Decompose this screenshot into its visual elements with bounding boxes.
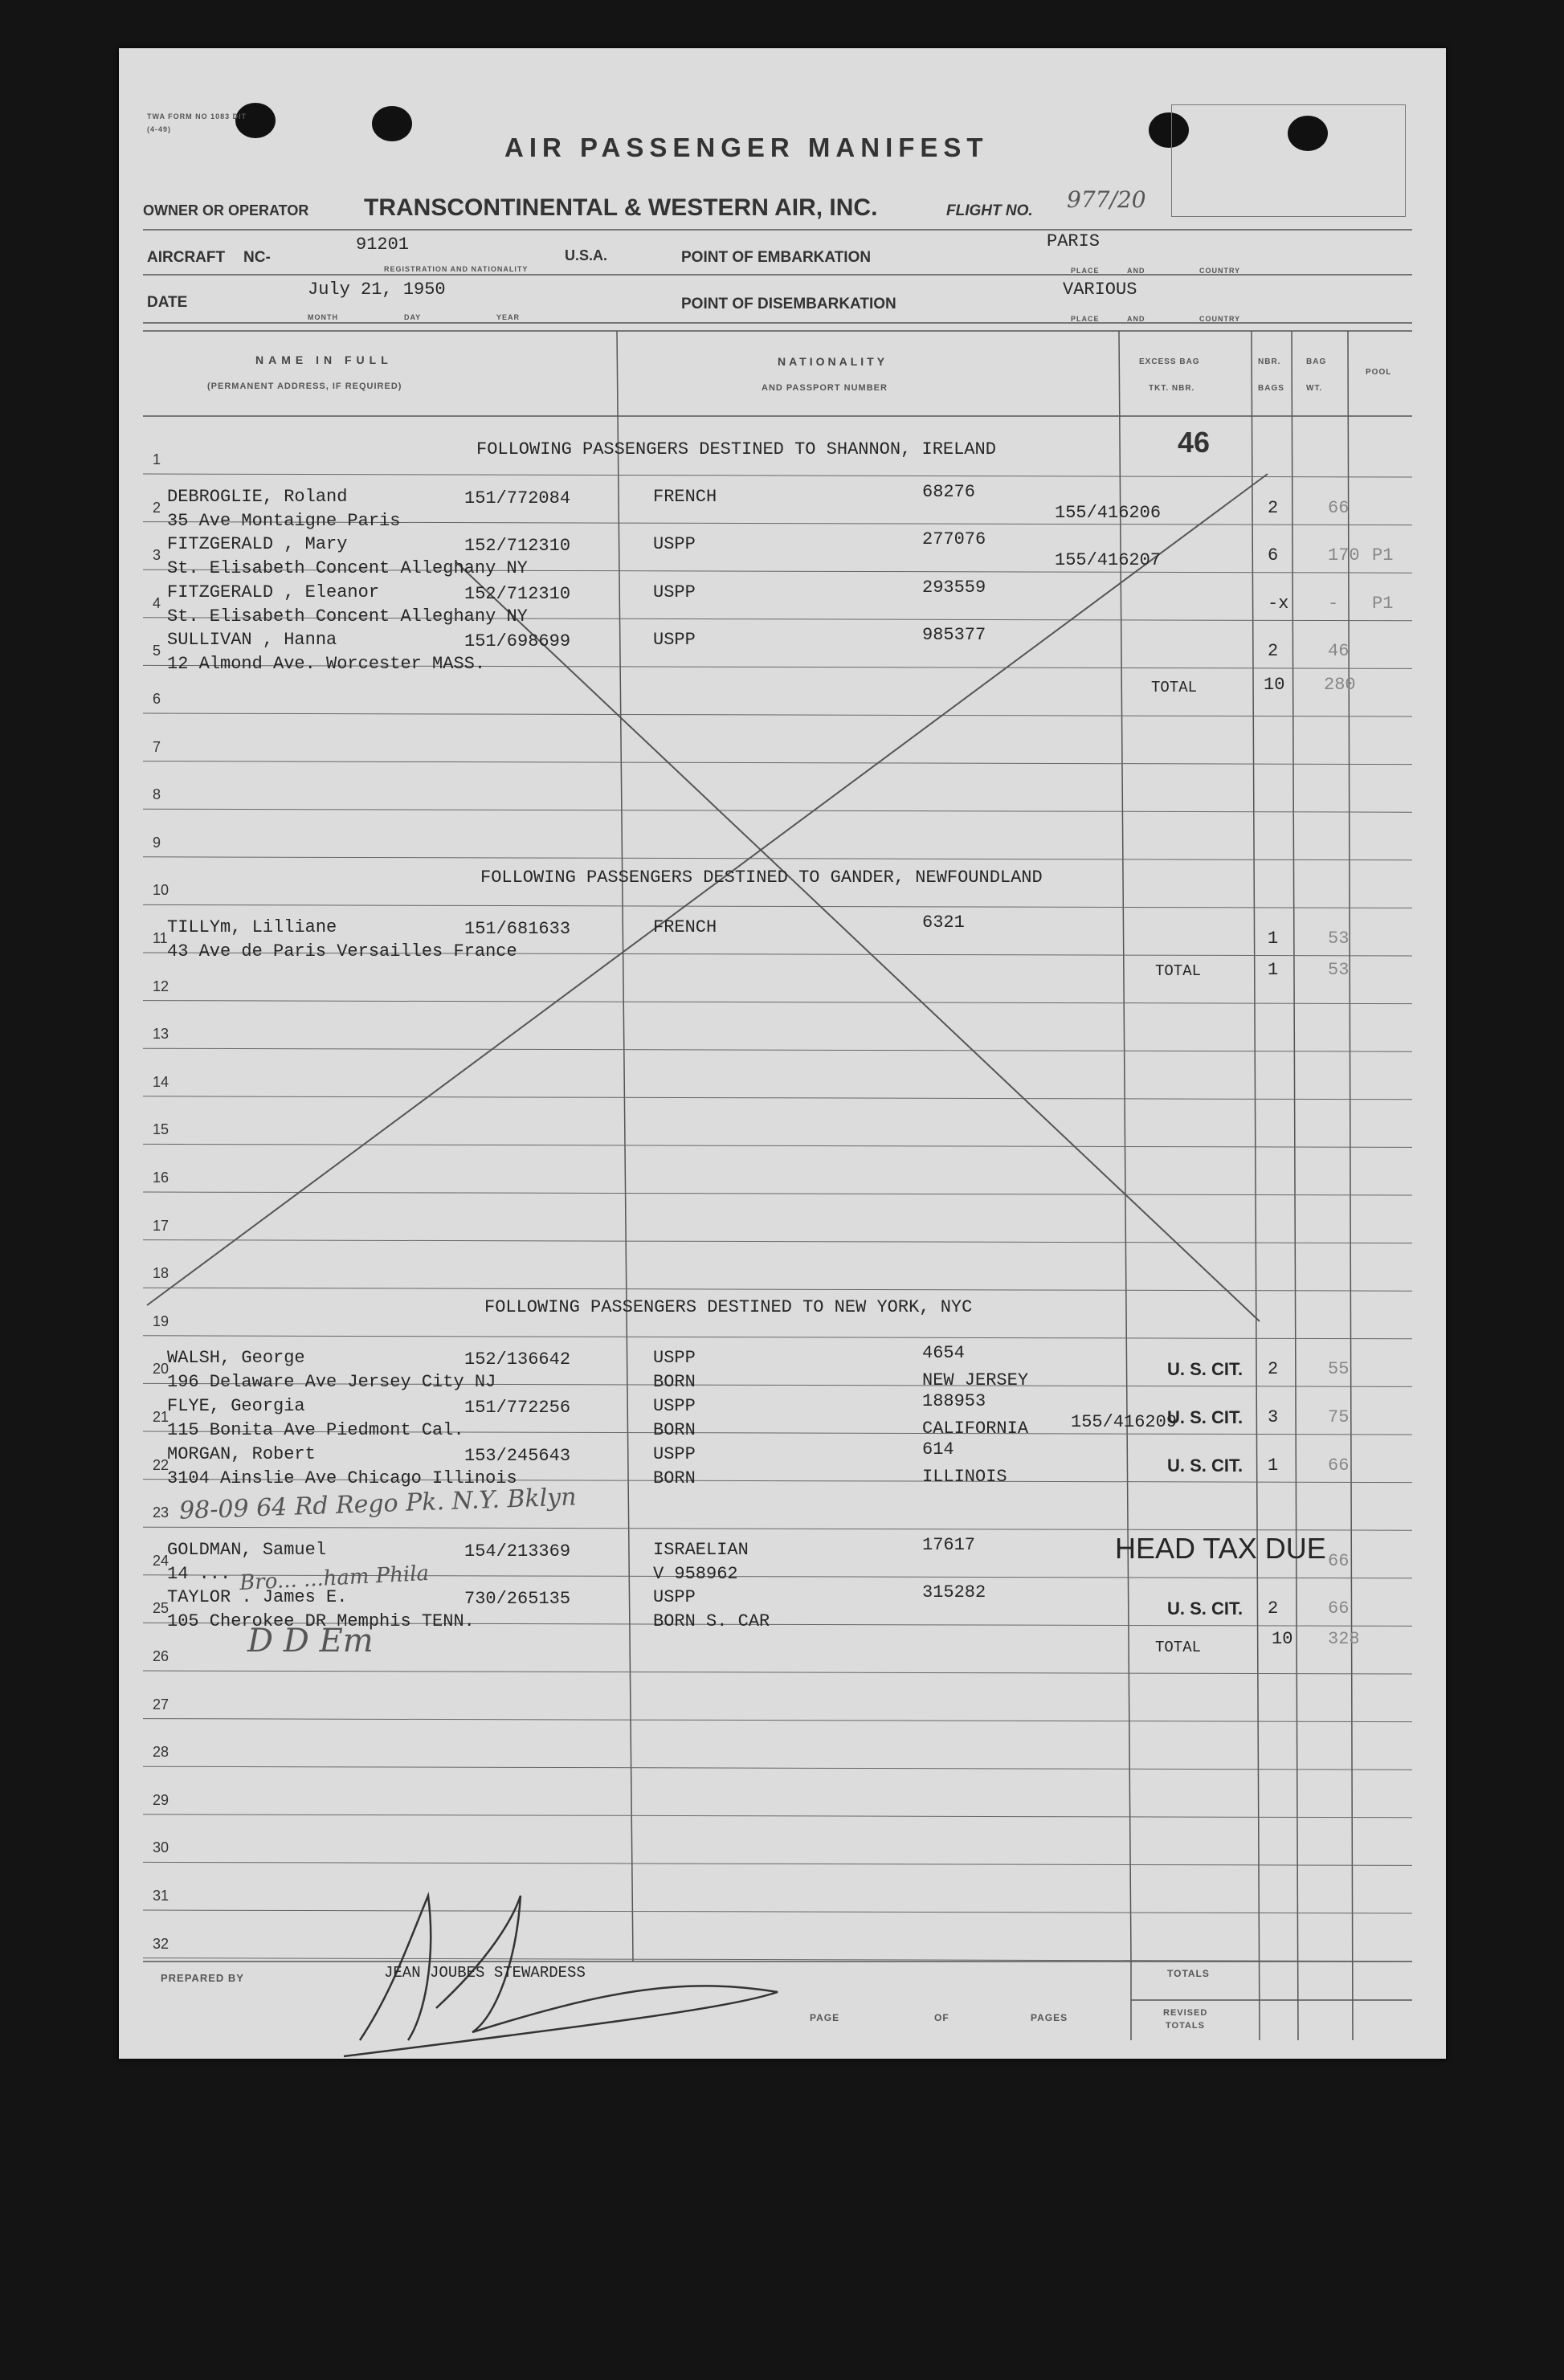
line-number: 31 (153, 1888, 169, 1904)
passenger-name: GOLDMAN, Samuel (167, 1539, 327, 1560)
row-line (143, 1671, 1412, 1674)
passenger-nationality: USPP (653, 1443, 696, 1464)
passenger-passport: 277076 (922, 529, 986, 550)
line-number: 29 (153, 1791, 169, 1808)
revised-totals-label: TOTALS (1166, 2021, 1205, 2031)
row-line (143, 1336, 1412, 1339)
total-bags: 10 (1264, 675, 1285, 695)
line-number: 19 (153, 1312, 169, 1329)
aircraft-prefix: NC- (243, 249, 271, 266)
pool-code: P1 (1372, 593, 1394, 614)
row-line (143, 1910, 1412, 1913)
line-number: 12 (153, 978, 169, 994)
passenger-nationality: USPP (653, 1348, 696, 1369)
bag-weight: 53 (1328, 929, 1350, 949)
bag-weight: 75 (1328, 1407, 1350, 1427)
form-revision: (4-49) (147, 125, 172, 133)
passenger-passport: 985377 (922, 625, 986, 646)
us-citizen-stamp: U. S. CIT. (1167, 1359, 1243, 1380)
handwritten-initials: D D Em (247, 1623, 374, 1659)
revised-label: REVISED (1163, 2008, 1208, 2018)
passenger-ticket: 730/265135 (464, 1589, 571, 1610)
excess-bag-ticket: 155/416209 (1071, 1412, 1178, 1432)
col-bag-sub: WT. (1306, 384, 1323, 393)
passenger-passport: 293559 (922, 577, 986, 598)
total-bags: 10 (1272, 1629, 1293, 1649)
passenger-passport: 188953 (922, 1391, 986, 1411)
excess-bag-ticket: 155/416207 (1055, 550, 1162, 571)
passenger-passport: 17617 (922, 1534, 976, 1555)
passenger-address: 196 Delaware Ave Jersey City NJ (167, 1372, 496, 1393)
line-number: 5 (153, 643, 161, 659)
row-line (143, 761, 1412, 765)
bag-count: 3 (1268, 1407, 1279, 1427)
passenger-nationality: ISRAELIAN (653, 1539, 749, 1560)
passenger-nationality: USPP (653, 582, 696, 602)
row-line (143, 1144, 1412, 1147)
total-label: TOTAL (1155, 962, 1202, 980)
bag-count: 2 (1268, 497, 1279, 518)
row-line (143, 904, 1412, 908)
col-name-header: NAME IN FULL (255, 353, 393, 366)
row-line (143, 1815, 1412, 1818)
passenger-address: 12 Almond Ave. Worcester MASS. (167, 654, 486, 675)
owner-label: OWNER OR OPERATOR (143, 202, 309, 218)
passenger-nationality-detail: BORN (653, 1372, 696, 1393)
prepared-by-label: PREPARED BY (161, 1972, 244, 1984)
bag-count: 2 (1268, 1598, 1279, 1619)
passenger-passport: 614 (922, 1439, 954, 1459)
passenger-passport: 4654 (922, 1343, 965, 1364)
aircraft-sub: REGISTRATION AND NATIONALITY (384, 265, 529, 273)
passenger-ticket: 151/772256 (464, 1398, 571, 1418)
passenger-nationality-detail: BORN (653, 1420, 696, 1440)
line-number: 17 (153, 1217, 169, 1234)
page-label: PAGE (810, 2012, 840, 2023)
total-weight: 280 (1324, 675, 1356, 695)
line-number: 6 (153, 691, 161, 707)
excess-bag-ticket: 155/416206 (1055, 502, 1162, 523)
line-number: 15 (153, 1121, 169, 1138)
line-number: 23 (153, 1504, 169, 1521)
head-tax-stamp: HEAD TAX DUE (1115, 1531, 1326, 1565)
passenger-nationality-detail: BORN S. CAR (653, 1611, 770, 1632)
bag-weight: 55 (1328, 1359, 1350, 1380)
bag-weight: 66 (1328, 1455, 1350, 1476)
passenger-birthplace: NEW JERSEY (922, 1370, 1029, 1391)
passenger-birthplace: ILLINOIS (922, 1466, 1007, 1487)
line-number: 11 (153, 930, 168, 946)
passenger-ticket: 151/681633 (464, 919, 571, 939)
row-line (143, 809, 1412, 812)
handwritten-address: 98-09 64 Rd Rego Pk. N.Y. Bklyn (178, 1483, 578, 1525)
preparer-name: JEAN JOUBES STEWARDESS (384, 1964, 586, 1982)
flight-label: FLIGHT NO. (946, 202, 1033, 219)
line-number: 25 (153, 1600, 169, 1617)
section-gander: FOLLOWING PASSENGERS DESTINED TO GANDER, NEWFOUNDLAND (480, 867, 1043, 888)
us-citizen-stamp: U. S. CIT. (1167, 1455, 1243, 1476)
line-number: 28 (153, 1744, 169, 1761)
section-shannon: FOLLOWING PASSENGERS DESTINED TO SHANNON, IRELAND (476, 439, 996, 459)
passenger-ticket: 151/772084 (464, 488, 571, 508)
row-line (143, 857, 1412, 860)
disembarkation-label: POINT OF DISEMBARKATION (681, 296, 896, 312)
passenger-name: DEBROGLIE, Roland (167, 486, 348, 507)
line-number: 14 (153, 1073, 169, 1090)
bag-count: 6 (1268, 545, 1279, 566)
line-number: 24 (153, 1552, 169, 1569)
line-number: 16 (153, 1170, 169, 1186)
date-label: DATE (147, 294, 188, 311)
bag-count: 2 (1268, 641, 1279, 662)
row-line (143, 1958, 1412, 1962)
passenger-nationality-detail: V 958962 (653, 1563, 738, 1584)
embarkation-label: POINT OF EMBARKATION (681, 249, 872, 266)
embarkation-value: PARIS (1047, 231, 1101, 251)
row-line (143, 1719, 1412, 1722)
page-title: AIR PASSENGER MANIFEST (504, 133, 989, 162)
date-value: July 21, 1950 (308, 280, 446, 300)
totals-label: TOTALS (1167, 1968, 1210, 1979)
bag-count: -x (1268, 593, 1289, 614)
passenger-nationality: USPP (653, 1587, 696, 1608)
passenger-ticket: 154/213369 (464, 1541, 571, 1561)
line-number: 3 (153, 547, 161, 564)
form-grid (119, 48, 1446, 2059)
passenger-nationality: USPP (653, 630, 696, 651)
passenger-nationality: USPP (653, 534, 696, 555)
col-nationality-sub: AND PASSPORT NUMBER (762, 383, 888, 393)
passenger-name: TAYLOR . James E. (167, 1587, 348, 1608)
aircraft-label: AIRCRAFT (147, 249, 226, 266)
us-citizen-stamp: U. S. CIT. (1167, 1598, 1243, 1619)
line-number: 26 (153, 1648, 169, 1664)
col-nbr-sub: BAGS (1258, 384, 1284, 393)
passenger-address: St. Elisabeth Concent Alleghany NY (167, 606, 528, 627)
passenger-name: FITZGERALD , Mary (167, 534, 348, 555)
bag-count: 1 (1268, 929, 1279, 949)
passenger-name: MORGAN, Robert (167, 1443, 316, 1464)
total-weight: 53 (1328, 960, 1350, 980)
row-line (143, 1527, 1412, 1530)
line-number: 8 (153, 786, 161, 803)
passenger-nationality: FRENCH (653, 917, 717, 937)
bag-weight: 46 (1328, 641, 1350, 662)
passenger-passport: 315282 (922, 1582, 986, 1603)
row-line (143, 1096, 1412, 1100)
form-number: TWA FORM NO 1083 DIT (147, 112, 247, 120)
col-name-sub: (PERMANENT ADDRESS, IF REQUIRED) (207, 382, 402, 391)
passenger-name: TILLYm, Lilliane (167, 917, 337, 937)
line-number: 20 (153, 1361, 169, 1378)
col-bag-header: BAG (1306, 357, 1327, 366)
section-newyork: FOLLOWING PASSENGERS DESTINED TO NEW YORK, NYC (484, 1297, 973, 1317)
bag-count: 1 (1268, 1455, 1279, 1476)
line-number: 9 (153, 834, 161, 851)
row-line (143, 474, 1412, 477)
total-label: TOTAL (1155, 1639, 1202, 1656)
col-excess-header: EXCESS BAG (1139, 357, 1200, 366)
row-line (143, 1240, 1412, 1243)
place-sub: PLACE (1071, 267, 1100, 275)
line-number: 1 (153, 451, 161, 467)
row-line (143, 713, 1412, 716)
of-label: OF (934, 2012, 949, 2023)
passenger-address: 105 Cherokee DR Memphis TENN. (167, 1611, 475, 1632)
passenger-name: WALSH, George (167, 1348, 305, 1369)
line-number: 10 (153, 882, 169, 899)
handwritten-note: Bro... ...ham Phila (239, 1561, 430, 1596)
line-number: 21 (153, 1409, 169, 1425)
passenger-ticket: 152/136642 (464, 1349, 571, 1370)
passenger-nationality: FRENCH (653, 486, 717, 507)
aircraft-country: U.S.A. (565, 247, 608, 263)
passenger-nationality: USPP (653, 1396, 696, 1416)
bag-weight: 66 (1328, 497, 1350, 518)
col-nbr-header: NBR. (1258, 357, 1281, 366)
total-bags: 1 (1268, 960, 1279, 980)
pool-code: P1 (1372, 545, 1394, 566)
row-line (143, 1001, 1412, 1004)
passenger-name: SULLIVAN , Hanna (167, 630, 337, 651)
col-nationality-header: NATIONALITY (778, 355, 888, 368)
us-citizen-stamp: U. S. CIT. (1167, 1407, 1243, 1427)
passenger-birthplace: CALIFORNIA (922, 1419, 1029, 1439)
passenger-address: 3104 Ainslie Ave Chicago Illinois (167, 1468, 517, 1488)
bag-count: 2 (1268, 1359, 1279, 1380)
row-line (143, 1048, 1412, 1051)
row-line (143, 1288, 1412, 1291)
pages-label: PAGES (1031, 2012, 1068, 2023)
passenger-address: 35 Ave Montaigne Paris (167, 510, 401, 531)
bag-weight: 66 (1328, 1598, 1350, 1619)
passenger-ticket: 151/698699 (464, 631, 571, 652)
passenger-nationality-detail: BORN (653, 1468, 696, 1488)
line-number: 32 (153, 1935, 169, 1952)
row-line (143, 1766, 1412, 1770)
bag-weight: 170 (1328, 545, 1360, 566)
line-number: 4 (153, 594, 161, 611)
row-line (143, 1862, 1412, 1865)
line-number: 18 (153, 1265, 169, 1282)
line-number: 2 (153, 499, 161, 516)
flight-number: 977/20 (1067, 186, 1146, 213)
owner-name: TRANSCONTINENTAL & WESTERN AIR, INC. (364, 194, 878, 221)
bag-weight: - (1328, 593, 1339, 614)
bag-weight: 66 (1328, 1550, 1350, 1571)
aircraft-number: 91201 (356, 235, 410, 255)
passenger-ticket: 152/712310 (464, 583, 571, 604)
line-number: 30 (153, 1839, 169, 1856)
line-number: 7 (153, 738, 161, 755)
col-pool-header: POOL (1366, 368, 1392, 377)
line-number: 13 (153, 1026, 169, 1043)
passenger-passport: 68276 (922, 481, 976, 502)
disembarkation-value: VARIOUS (1063, 280, 1137, 300)
passenger-name: FLYE, Georgia (167, 1396, 305, 1416)
passenger-ticket: 152/712310 (464, 536, 571, 557)
manifest-page: TWA FORM NO 1083 DIT (4-49) AIR PASSENGER MANIFEST OWNER OR OPERATOR TRANSCONTINENTAL & WESTERN AIR, INC. FLIGHT NO. 977/20 AIRCRAFT NC- 91201 U.S.A. REGISTRATION AND NATIONALITY POINT OF EMBARKATION PARIS PLACE AND COUNTRY DATE July 21, 1950 MONTH DAY YEAR POINT OF DISEMBARKATION VARIOUS PLACE AND COUNTRY NAME IN FULL (PERMANENT ADDRESS, IF REQUIRED) NATIONALITY AND PASSPORT NUMBER EXCESS BAG TKT. NBR. NBR. BAGS BAG WT. POOL 1 2 3 4 5 6 7 8 9 10 11 12 13 14 15 16 17 18 19 20 21 22 23 24 25 26 27 28 29 30 31 32 FOLLOWING PASSENGERS DESTINED TO SHANNON, IRELAND 46 FOLLOWING PASSENGERS DESTINED TO GANDER, NEWFOUNDLAND FOLLOWING PASSENGERS DESTINED TO NEW YORK, NYC DEBROGLIE, Roland 35 Ave Montaigne Paris 151/772084 FRENCH 68276 155/416206 2 66 FITZGERALD , Mary St. Elisabeth Concent Alleghany NY 152/712310 USPP 277076 155/416207 6 170 P1 FITZGERALD , Eleanor St. Elisabeth Concent Alleghany NY 152/712310 USPP 293559 -x - P1 SULLIVAN , Hanna 12 Almond Ave. Worcester MASS. 151/698699 USPP 985377 2 46 TILLYm, Lilliane 43 Ave de Paris Versailles France 151/681633 FRENCH 6321 1 53 WALSH, George 196 Delaware Ave Jersey City NJ 152/136642 USPP BORN 4654 NEW JERSEY U. S. CIT. 2 55 FLYE, Georgia 115 Bonita Ave Piedmont Cal. 151/772256 USPP BORN 188953 CALIFORNIA U. S. CIT. 155/416209 3 75 MORGAN, Robert 3104 Ainslie Ave Chicago Illinois 153/245643 USPP BORN 614 ILLINOIS U. S. CIT. 1 66 GOLDMAN, Samuel 14 ... 154/213369 ISRAELIAN V 958962 17617 HEAD TAX DUE 66 TAYLOR . James E. 105 Cherokee DR Memphis TENN. 730/265135 USPP BORN S. CAR 315282 U. S. CIT. 2 66 TOTAL 10 280 TOTAL 1 53 TOTAL 10 328 98-09 64 Rd Rego Pk. N.Y. Bklyn Bro... ...ham Phila D D Em PREPARED BY JEAN JOUBES STEWARDESS PAGE OF PAGES TOTALS REVISED TOTALS (119, 48, 1446, 2059)
col-excess-sub: TKT. NBR. (1149, 384, 1195, 393)
line-number: 27 (153, 1696, 169, 1713)
row-line (143, 1192, 1412, 1195)
passenger-address: 14 ... (167, 1563, 231, 1584)
passenger-name: FITZGERALD , Eleanor (167, 582, 380, 602)
total-label: TOTAL (1151, 679, 1198, 696)
line-number: 22 (153, 1456, 169, 1473)
passenger-address: 115 Bonita Ave Piedmont Cal. (167, 1420, 464, 1440)
total-weight: 328 (1328, 1629, 1360, 1649)
passenger-ticket: 153/245643 (464, 1445, 571, 1466)
passenger-address: 43 Ave de Paris Versailles France (167, 941, 517, 961)
section-shannon-mark: 46 (1178, 426, 1211, 459)
passenger-address: St. Elisabeth Concent Alleghany NY (167, 558, 528, 579)
passenger-passport: 6321 (922, 912, 965, 933)
